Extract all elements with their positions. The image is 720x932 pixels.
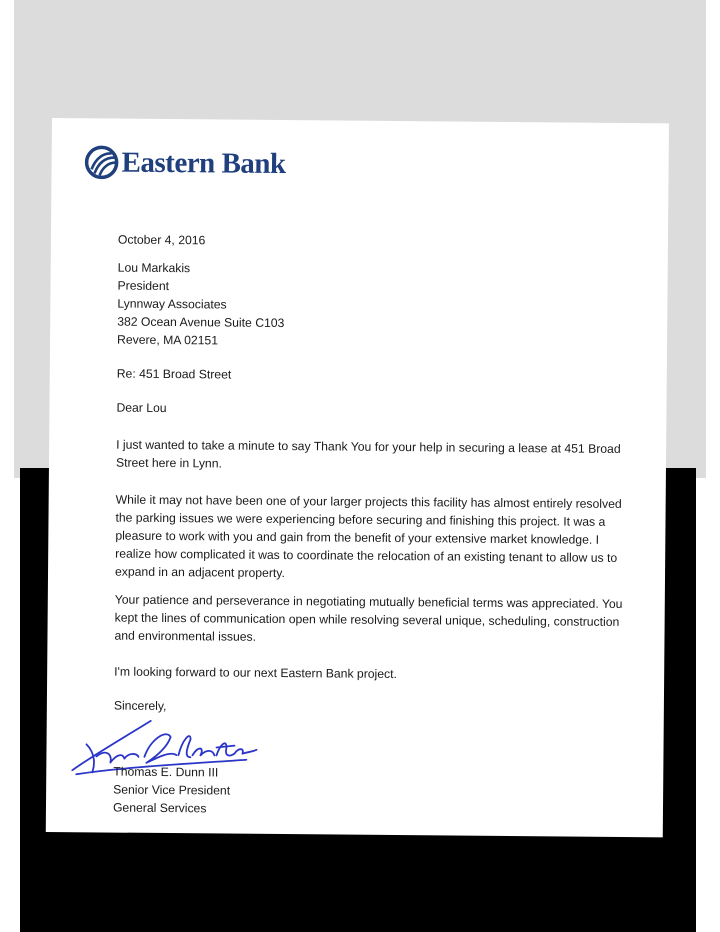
eastern-bank-logo-icon: [83, 144, 119, 180]
letter-salutation: Dear Lou: [116, 400, 167, 416]
recipient-street: 382 Ocean Avenue Suite C103: [117, 314, 285, 331]
recipient-address: [117, 259, 638, 354]
brand-name: Eastern Bank: [121, 146, 286, 181]
letter-date: October 4, 2016: [117, 232, 206, 248]
signer-department: General Services: [112, 800, 207, 816]
signer-name: Thomas E. Dunn III: [113, 764, 219, 780]
body-paragraph-1: I just wanted to take a minute to say Thank You for your help in securing a lease at 451 Broad Street here in Lynn.: [115, 437, 621, 471]
signer-block: [113, 763, 633, 822]
recipient-city-state-zip: Revere, MA 02151: [117, 332, 219, 348]
body-paragraph-2: While it may not have been one of your larger projects this facility has almost entirely resolved the parking issues we were experiencing before securing and finishing this project. It was a pleasure to work with you and gain from the benefit of your extensive market knowledge. I realize how complicated it was to coordinate the relocation of an existing tenant to allow us to expand in an adjacent property.: [114, 492, 622, 581]
letter-subject: Re: 451 Broad Street: [116, 366, 232, 382]
letter-closing: Sincerely,: [113, 698, 167, 714]
recipient-company: Lynnway Associates: [117, 296, 227, 312]
letter-page: [46, 118, 669, 837]
recipient-name: Lou Markakis: [117, 260, 191, 276]
recipient-title: President: [117, 278, 170, 294]
eastern-bank-logo: [83, 142, 285, 184]
body-paragraph-4: I'm looking forward to our next Eastern Bank project.: [114, 664, 398, 682]
signer-title: Senior Vice President: [113, 782, 231, 798]
body-paragraph-3: Your patience and perseverance in negotiating mutually beneficial terms was appreciated. You kept the lines of communication open while resolving several unique, scheduling, construction and environmental issues.: [114, 592, 623, 644]
